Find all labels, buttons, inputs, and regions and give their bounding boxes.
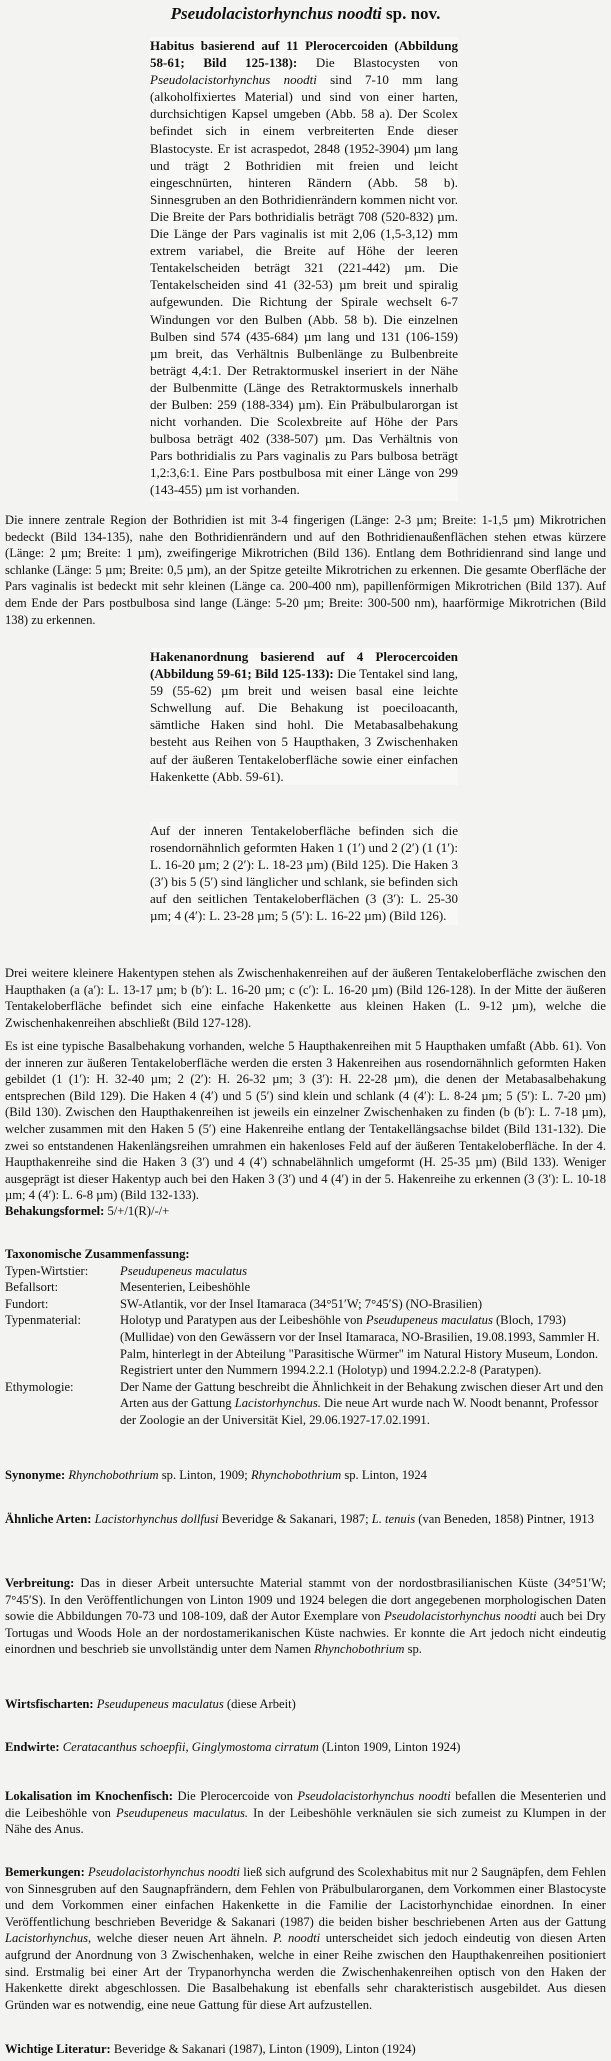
literatur-paragraph [5, 2041, 606, 2058]
section-label: Bemerkungen: [5, 1865, 85, 1879]
text-run: Holotyp und Paratypen aus der Leibeshöhle von [120, 1313, 366, 1328]
text-run: Das in dieser Arbeit untersuchte Material stammt von der nordostbrasilianischen Küste (34°51′W; 7°45′S). In den Veröffentlichungen von Linton 1909 und 1924 belegen die dort angegebenen morphologischen Daten sowie die Abbildungen 70-73 und 108-109, daß der Autor Exemplare von [5, 1576, 606, 1624]
taxonomy-row [5, 1279, 606, 1296]
section-label: Endwirte: [5, 1740, 60, 1754]
text-run: Es ist eine typische Basalbehakung vorhanden, welche 5 Haupthakenreihen mit 5 Haupthaken umfaßt (Abb. 61). Von der inneren zur äußeren Tentakeloberfläche werden die ersten 3 Hakenreihen aus rosendornähnlich geformten Haken gebildet (1 (1′): H. 32-40 µm; 2 (2′): H. 26-32 µm; 3 (3′): H. 22-28 µm), die denen der Metabasalbehakung entsprechen (Bild 129). Die Haken 4 (4′) und 5 (5′) sind klein und schlank (4 (4′): L. 8-24 µm; 5 (5′): L. 7-20 µm) (Bild 130). Zwischen den Haupthakenreihen ist jeweils ein einzelner Zwischenhaken zu finden (b (b′): L. 7-18 µm), welcher zusammen mit den Haken 5 (5′) eine Hakenreihe entlang der Tentakellängsachse bildet (Bild 131-132). Die zwei so entstandenen Hakenlängsreihen umrahmen ein hakenloses Feld auf der äußeren Tentakeloberfläche. In der 4. Haupthakenreihe sind die Haken 3 (3′) und 4 (4′) schnabelähnlich umgeformt (H. 25-35 µm) (Bild 133). Weniger ausgeprägt ist dieser Hakentyp auch bei den Haken 3 (3′) und 4 (4′) in der 5. Hakenreihe zu erkennen (3 (3′): L. 10-18 µm; 4 (4′): L. 6-8 µm) (Bild 132-133). [5, 1039, 606, 1203]
taxon-name: P. noodti [273, 1931, 321, 1946]
wirtsfischarten-paragraph [5, 1696, 606, 1713]
text-run: sp. Linton, 1909; [158, 1468, 251, 1482]
section-label: Hakenanordnung basierend auf 4 Plerocercoiden (Abbildung 59-61; Bild 125-133): [150, 649, 458, 682]
taxonomy-label: Ethymologie: [5, 1379, 74, 1394]
text-run: unterscheidet sich jedoch eindeutig von diesen Arten aufgrund der Anordnung von 3 Zwischenhaken, welche in einer Reihe zwischen den Haupthakenreihen positioniert sind. Erstmalig bei einer Art der Trypanorhyncha werden die Zwischenhakenreihen optisch von den Haken der Hakenkette direkt abgeschlossen. Die Basalbehakung ist ebenfalls sehr charakteristisch ausgebildet. Aus diesen Gründen war es notwendig, eine neue Gattung für diese Art aufzustellen. [5, 1931, 606, 2012]
text-run: ließ sich aufgrund des Scolexhabitus mit nur 2 Saugnäpfen, dem Fehlen von Sinnesgruben auf den Saugnapfrändern, dem Fehlen von Präbulbularorganen, dem Vorkommen einer Blastocyste und dem Vorkommen einer einfachen Hakenkette in die Familie der Lacistorhynchidae einordnen. In einer Veröffentlichung beschrieben Beveridge & Sakanari (1987) die beiden bisher beschriebenen Arten aus der Gattung [5, 1865, 606, 1929]
section-label: Ähnliche Arten: [5, 1512, 92, 1526]
taxonomy-value [120, 1379, 606, 1429]
section-label: Habitus basierend auf 11 Plerocercoiden (Abbildung 58-61; Bild 125-138): [150, 38, 458, 71]
taxonomy-row [5, 1296, 606, 1313]
taxon-name: Pseudupeneus maculatus. [116, 1805, 249, 1820]
taxonomy-label: Befallsort: [5, 1280, 59, 1295]
text-run: Der Name der Gattung beschreibt die Ähnlichkeit in der Behakung zwischen dieser Art und den Arten aus der Gattung [120, 1379, 604, 1411]
text-run: (Bloch, 1793) (Mullidae) von den Gewässern vor der Insel Itamaraca, NO-Brasilien, 19.08.1993, Sammler H. Palm, hinterlegt in der Abteilung "Parasitische Würmer" im Natural History Museum, London. Registriert unter den Nummern 1994.2.2.1 (Holotyp) und 1994.2.2.2-8 (Paratypen). [120, 1313, 600, 1378]
behakungsformel [5, 1203, 606, 1220]
taxonomy-row [5, 1263, 606, 1280]
taxon-name: Pseudolacistorhynchus noodti [297, 1789, 451, 1803]
text-run: Auf der inneren Tentakeloberfläche befinden sich die rosendornähnlich geformten Haken 1 (1′) und 2 (2′) (1 (1′): L. 16-20 µm; 2 (2′): L. 18-23 µm) (Bild 125). Die Haken 3 (3′) bis 5 (5′) sind länglicher und schlank, sie befinden sich auf den seitlichen Tentakeloberflächen (3 (3′): L. 25-30 µm; 4 (4′): L. 23-28 µm; 5 (5′): L. 16-22 µm) (Bild 126). [150, 823, 458, 924]
taxon-name: Lacistorhynchus. [234, 1396, 321, 1411]
endwirte-paragraph [5, 1739, 606, 1756]
text-run: sind 7-10 mm lang (alkoholfixiertes Material) und sind von einer harten, durchsichtigen Kapsel umgeben (Abb. 58 a). Der Scolex befindet sich in einem verbreiterten Ende dieser Blastocyste. Er ist acraspedot, 2848 (1952-3904) µm lang und trägt 2 Bothridien mit freien und leicht eingeschnürten, hinteren Rändern (Abb. 58 b). Sinnesgruben an den Bothridienrändern kommen nicht vor. Die Breite der Pars bothridialis beträgt 708 (520-832) µm. Die Länge der Pars vaginalis ist mit 2,06 (1,5-3,12) mm extrem variabel, die Breite auf Höhe der leeren Tentakelscheiden beträgt 321 (221-442) µm. Die Tentakelscheiden sind 41 (32-53) µm breit und spiralig aufgewunden. Die Richtung der Spirale wechselt 6-7 Windungen vor den Bulben (Abb. 58 b). Die einzelnen Bulben sind 574 (435-684) µm lang und 131 (106-159) µm breit, das Verhältnis Bulbenlänge zu Bulbenbreite beträgt 4,4:1. Der Retraktormuskel inseriert in der Nähe der Bulbenmitte (Länge des Retraktormuskels innerhalb der Bulben: 259 (188-334) µm). Ein Präbulbularorgan ist nicht vorhanden. Die Scolexbreite auf Höhe der Pars bulbosa beträgt 402 (338-507) µm. Das Verhältnis von Pars bothridialis zu Pars vaginalis zu Pars bulbosa beträgt 1,2:3,6:1. Eine Pars postbulbosa mit einer Länge von 299 (143-455) µm ist vorhanden. [150, 72, 458, 498]
text-run: Die neue Art wurde nach W. Noodt benannt, Professor der Zoologie an der Universität Kiel, 29.06.1927-17.02.1991. [120, 1396, 599, 1427]
taxonomy-summary [5, 1246, 606, 1429]
innere-tentakel-paragraph [150, 822, 458, 925]
taxon-name: Rhynchobothrium [250, 1468, 342, 1482]
text-run: auch bei Dry Tortugas und Woods Hole an der nordostamerikanischen Küste nachwies. Er konnte die Art jedoch nicht eindeutig einordnen und beschrieb sie unvollständig unter dem Namen [5, 1609, 606, 1657]
taxon-name: Rhynchobothrium [68, 1468, 159, 1482]
text-run: sp. [404, 1642, 422, 1657]
taxon-name: Pseudupeneus maculatus [365, 1313, 493, 1328]
taxonomy-value [120, 1263, 606, 1280]
lokalisation-paragraph [5, 1788, 606, 1838]
taxonomy-value [120, 1312, 606, 1378]
text-run: Beveridge & Sakanari, 1987; [218, 1512, 372, 1526]
taxon-name: Pseudolacistorhynchus noodti [88, 1865, 241, 1879]
text-run: Mesenterien, Leibeshöhle [120, 1280, 251, 1295]
zwischenhaken-paragraph [5, 965, 606, 1031]
taxon-name: Pseudolacistorhynchus noodti [384, 1609, 537, 1624]
text-run: (diese Arbeit) [223, 1697, 296, 1711]
text-run: Die Plerocercoide von [172, 1789, 298, 1803]
taxon-name: Lacistorhynchus [5, 1931, 89, 1946]
mikrotrichen-paragraph [5, 512, 606, 628]
habitus-paragraph [150, 37, 458, 501]
taxonomy-row [5, 1379, 606, 1429]
aehnliche-arten-paragraph [5, 1511, 606, 1528]
taxonomy-value [120, 1296, 606, 1313]
verbreitung-paragraph [5, 1575, 606, 1658]
section-label: Behakungsformel: [5, 1204, 105, 1218]
text-run: sp. Linton, 1924 [341, 1468, 427, 1482]
text-run: Die Blastocysten von [297, 55, 458, 71]
section-label: Wichtige Literatur: [5, 2042, 111, 2056]
text-run: In der Leibeshöhle verknäulen sie sich zumeist zu Klumpen in der Nähe des Anus. [5, 1805, 607, 1837]
taxon-name: Lacistorhynchus dollfusi [94, 1512, 219, 1526]
text-run: (van Beneden, 1858) Pintner, 1913 [415, 1512, 595, 1526]
taxon-name: L. tenuis [371, 1512, 416, 1526]
text-run: Die Tentakel sind lang, 59 (55-62) µm breit und weisen basal eine leichte Schwellung auf. Die Behakung ist poeciloacanth, sämtliche Haken sind hohl. Die Metabasalbehakung besteht aus Reihen von 5 Haupthaken, 3 Zwischenhaken auf der äußeren Tentakeloberfläche sowie einer einfachen Hakenkette (Abb. 59-61). [150, 666, 458, 784]
taxon-name: Ceratacanthus schoepfii, Ginglymostoma cirratum [62, 1740, 319, 1754]
bemerkungen-paragraph [5, 1864, 606, 2013]
text-run: Drei weitere kleinere Hakentypen stehen als Zwischenhakenreihen auf der äußeren Tentakeloberfläche zwischen den Haupthaken (a (a′): L. 13-17 µm; b (b′): L. 16-20 µm; c (c′): L. 16-20 µm) (Bild 126-128). In der Mitte der äußeren Tentakeloberfläche befindet sich eine einfache Hakenkette aus kleinen Haken (L. 9-12 µm), welche die Zwischenhakenreihen abschließt (Bild 127-128). [5, 966, 606, 1030]
taxonomy-label: Typenmaterial: [5, 1313, 82, 1328]
taxonomy-label: Fundort: [5, 1296, 49, 1311]
text-run: Die innere zentrale Region der Bothridien ist mit 3-4 fingerigen (Länge: 2-3 µm; Breite: 1-1,5 µm) Mikrotrichen bedeckt (Bild 134-135), nahe den Bothridienrändern und auf den Bothridienaußenflächen stehen etwas kürzere (Länge: 2 µm; Breite: 1 µm), zweifingerige Mikrotrichen (Bild 136). Entlang dem Bothridienrand sind lange und schlanke (Länge: 5 µm; Breite: 0,5 µm), an der Spitze geteilte Mikrotrichen zu erkennen. Die gesamte Oberfläche der Pars vaginalis ist bedeckt mit sehr kleinen (Länge ca. 200-400 nm), papillenförmigen Mikrotrichen (Bild 137). Auf dem Ende der Pars postbulbosa sind lange (Länge: 5-20 µm; Breite: 300-500 nm), haarförmige Mikrotrichen (Bild 138) zu erkennen. [5, 513, 606, 627]
section-label: Wirtsfischarten: [5, 1697, 94, 1711]
taxonomy-row [5, 1312, 606, 1378]
taxon-name: Pseudupeneus maculatus [96, 1697, 224, 1711]
page-title: Pseudolacistorhynchus noodti sp. nov. [170, 4, 441, 23]
hakenanordnung-paragraph [150, 648, 458, 785]
taxonomy-heading: Taxonomische Zusammenfassung: [5, 1247, 190, 1261]
section-label: Synonyme: [5, 1468, 66, 1482]
text-run: , welche dieser neuen Art ähneln. [88, 1931, 274, 1946]
text-run: 5/+/1(R)/-/+ [104, 1204, 170, 1218]
section-label: Lokalisation im Knochenfisch: [5, 1789, 173, 1803]
basalbehakung-paragraph [5, 1038, 606, 1204]
taxon-name: Pseudupeneus maculatus [120, 1263, 247, 1278]
text-run: Beveridge & Sakanari (1987), Linton (1909), Linton (1924) [110, 2042, 416, 2056]
taxon-name: Rhynchobothrium [314, 1642, 405, 1657]
text-run: (Linton 1909, Linton 1924) [318, 1740, 461, 1754]
text-run: SW-Atlantik, vor der Insel Itamaraca (34°51′W; 7°45′S) (NO-Brasilien) [120, 1296, 483, 1311]
synonyme-paragraph [5, 1467, 606, 1484]
taxon-name: Pseudolacistorhynchus noodti [150, 72, 317, 88]
text-run: befallen die Mesenterien und die Leibeshöhle von [5, 1789, 606, 1820]
section-label: Verbreitung: [5, 1576, 75, 1590]
taxonomy-value [120, 1279, 606, 1296]
taxonomy-label: Typen-Wirtstier: [5, 1263, 89, 1278]
